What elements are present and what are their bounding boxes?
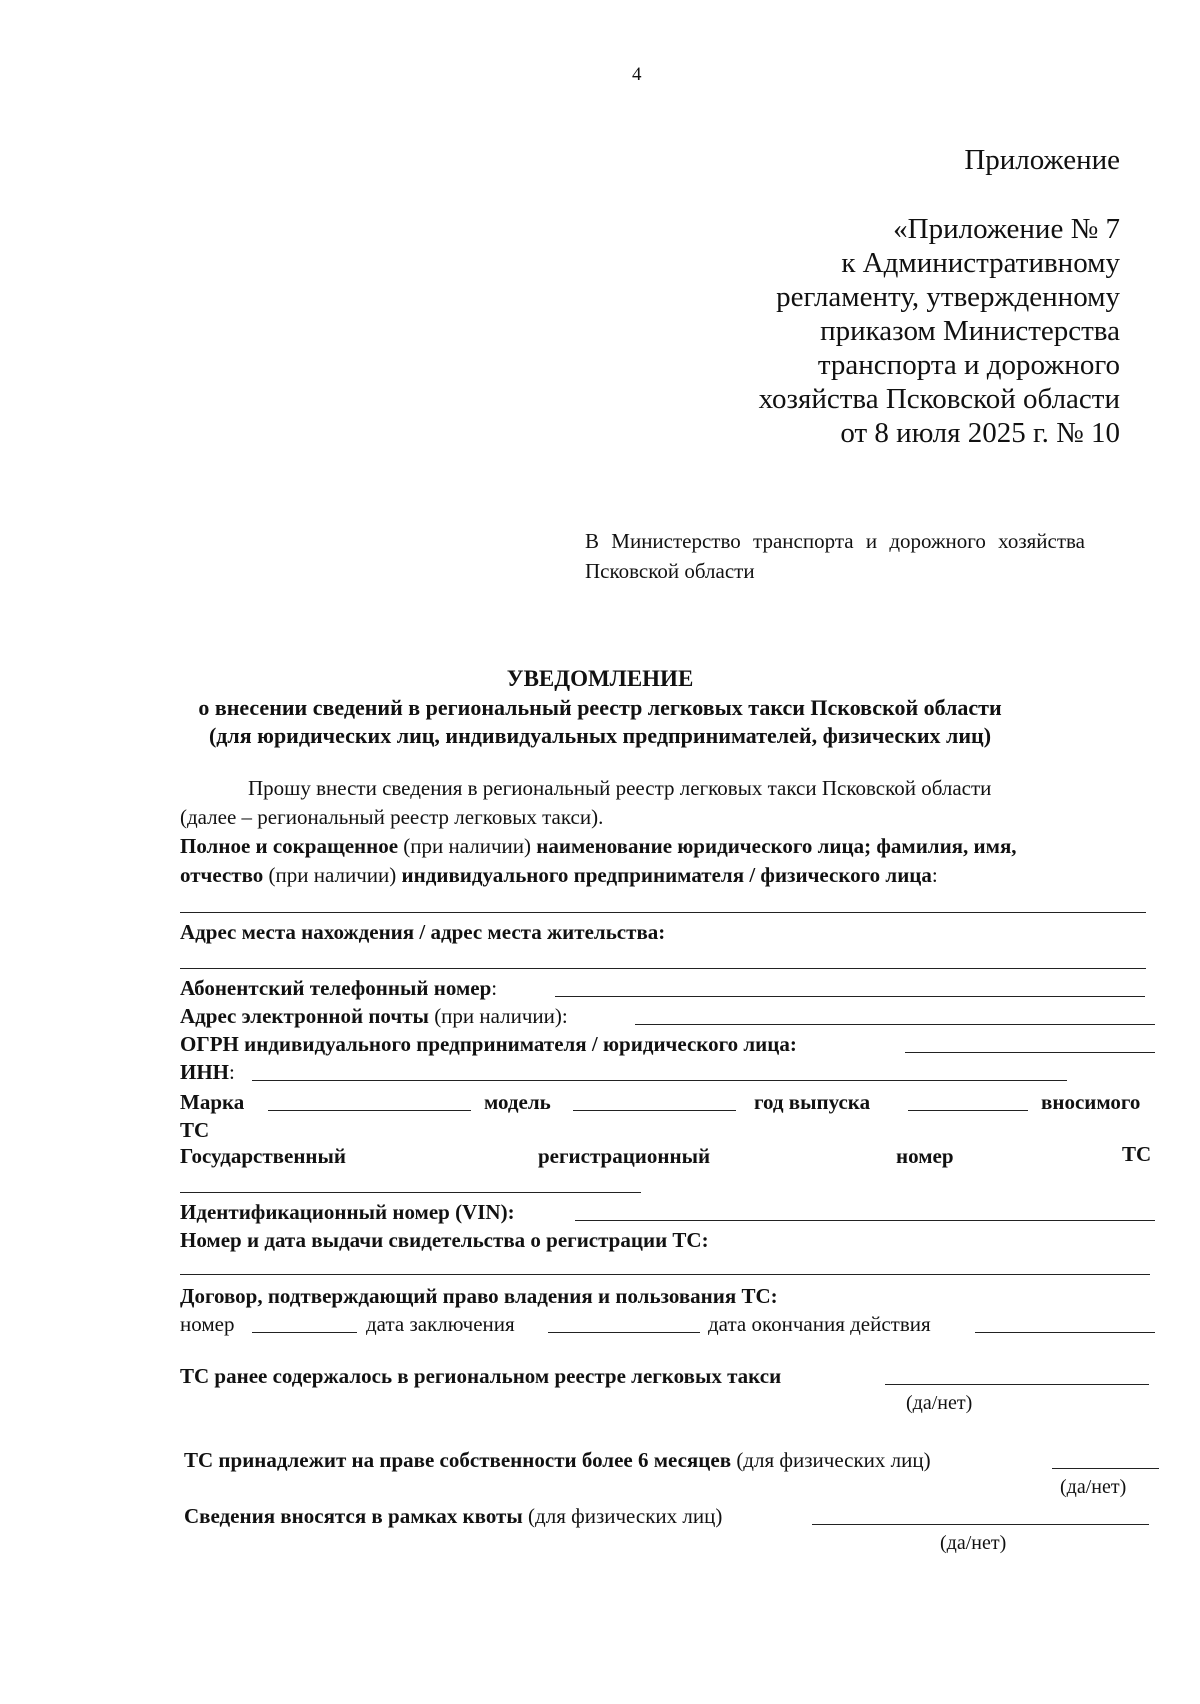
name-input-line[interactable] xyxy=(180,912,1146,913)
brand-input-line[interactable] xyxy=(268,1110,471,1111)
contract-end-input-line[interactable] xyxy=(975,1332,1155,1333)
appendix-ref-line-1: «Приложение № 7 xyxy=(893,213,1120,245)
owned-input-line[interactable] xyxy=(1052,1468,1159,1469)
email-label-note: (при наличии): xyxy=(428,1004,568,1028)
name-label-line-1 xyxy=(180,834,1017,859)
owned-label xyxy=(184,1448,931,1473)
phone-label-bold: Абонентский телефонный номер xyxy=(180,976,492,1000)
appendix-ref-line-2: к Административному xyxy=(841,247,1120,279)
inn-input-line[interactable] xyxy=(252,1080,1067,1081)
appendix-ref-line-4: приказом Министерства xyxy=(820,315,1120,347)
owned-label-note: (для физических лиц) xyxy=(731,1448,931,1472)
phone-label-colon: : xyxy=(491,976,498,1000)
prev-registry-input-line[interactable] xyxy=(885,1384,1149,1385)
name-label-bold-3: отчество xyxy=(180,863,264,887)
email-label xyxy=(180,1004,568,1029)
name-label-bold-4: индивидуального предпринимателя / физического лица xyxy=(401,863,932,887)
name-label-note-2: (при наличии) xyxy=(263,863,402,887)
addressee: В Министерство транспорта и дорожного хозяйства Псковской области xyxy=(585,529,1085,583)
name-label-colon: : xyxy=(931,863,938,887)
contract-number-label: номер xyxy=(180,1312,235,1336)
page-number: 4 xyxy=(632,64,642,85)
address-input-line[interactable] xyxy=(180,968,1146,969)
vin-label: Идентификационный номер (VIN): xyxy=(180,1200,515,1224)
reg-number-input-line[interactable] xyxy=(180,1192,641,1193)
phone-input-line[interactable] xyxy=(555,996,1145,997)
owned-hint: (да/нет) xyxy=(1060,1476,1127,1498)
inn-label xyxy=(180,1060,235,1085)
vin-input-line[interactable] xyxy=(575,1220,1155,1221)
inn-label-colon: : xyxy=(229,1060,235,1084)
contract-date-input-line[interactable] xyxy=(548,1332,700,1333)
notice-subtitle-2: (для юридических лиц, индивидуальных предпринимателей, физических лиц) xyxy=(208,723,992,748)
appendix-label: Приложение xyxy=(964,144,1120,176)
reg-number-label-1: Государственный xyxy=(180,1144,347,1168)
ogrn-label: ОГРН индивидуального предпринимателя / юридического лица: xyxy=(180,1032,797,1056)
name-label-bold-2: наименование юридического лица; фамилия, имя, xyxy=(536,834,1017,858)
year-input-line[interactable] xyxy=(908,1110,1028,1111)
email-label-bold: Адрес электронной почты xyxy=(180,1004,429,1028)
model-input-line[interactable] xyxy=(573,1110,736,1111)
contract-number-input-line[interactable] xyxy=(252,1332,357,1333)
owned-label-bold: ТС принадлежит на праве собственности более 6 месяцев xyxy=(184,1448,732,1472)
contract-label: Договор, подтверждающий право владения и пользования ТС: xyxy=(180,1284,778,1308)
quota-label-note: (для физических лиц) xyxy=(522,1504,723,1528)
contract-end-label: дата окончания действия xyxy=(708,1312,931,1336)
reg-number-label-2: регистрационный xyxy=(538,1144,711,1168)
name-label-line-2 xyxy=(180,863,938,888)
notice-subtitle-1: о внесении сведений в региональный реестр легковых такси Псковской области xyxy=(198,695,1002,720)
intro-line-1: Прошу внести сведения в региональный реестр легковых такси Псковской области xyxy=(248,776,992,800)
contract-date-label: дата заключения xyxy=(366,1312,515,1336)
prev-registry-hint: (да/нет) xyxy=(906,1392,973,1414)
ts-label: ТС xyxy=(180,1118,210,1142)
appendix-ref-line-3: регламенту, утвержденному xyxy=(776,281,1120,313)
year-label: год выпуска xyxy=(754,1090,871,1114)
name-label-note-1: (при наличии) xyxy=(398,834,537,858)
reg-number-label-3: номер xyxy=(896,1144,954,1168)
phone-label xyxy=(180,976,497,1001)
appendix-ref-line-7: от 8 июля 2025 г. № 10 xyxy=(840,417,1120,449)
certificate-label: Номер и дата выдачи свидетельства о регистрации ТС: xyxy=(180,1228,709,1252)
address-label: Адрес места нахождения / адрес места жительства: xyxy=(180,920,666,944)
name-label-bold-1: Полное и сокращенное xyxy=(180,834,399,858)
appendix-ref-line-5: транспорта и дорожного xyxy=(817,349,1120,381)
intro-line-2: (далее – региональный реестр легковых такси). xyxy=(180,805,604,829)
quota-input-line[interactable] xyxy=(812,1524,1149,1525)
certificate-input-line[interactable] xyxy=(180,1274,1150,1275)
inn-label-bold: ИНН xyxy=(180,1060,230,1084)
ogrn-input-line[interactable] xyxy=(905,1052,1155,1053)
reg-number-label-4: ТС xyxy=(1122,1142,1152,1166)
entered-label: вносимого xyxy=(1041,1090,1141,1114)
quota-label xyxy=(184,1504,722,1529)
email-input-line[interactable] xyxy=(635,1024,1155,1025)
quota-label-bold: Сведения вносятся в рамках квоты xyxy=(184,1504,523,1528)
notice-title: УВЕДОМЛЕНИЕ xyxy=(506,666,694,691)
prev-registry-label: ТС ранее содержалось в региональном реестре легковых такси xyxy=(180,1364,782,1388)
model-label: модель xyxy=(484,1090,551,1114)
appendix-ref-line-6: хозяйства Псковской области xyxy=(758,383,1120,415)
brand-label: Марка xyxy=(180,1090,245,1114)
quota-hint: (да/нет) xyxy=(940,1532,1007,1554)
